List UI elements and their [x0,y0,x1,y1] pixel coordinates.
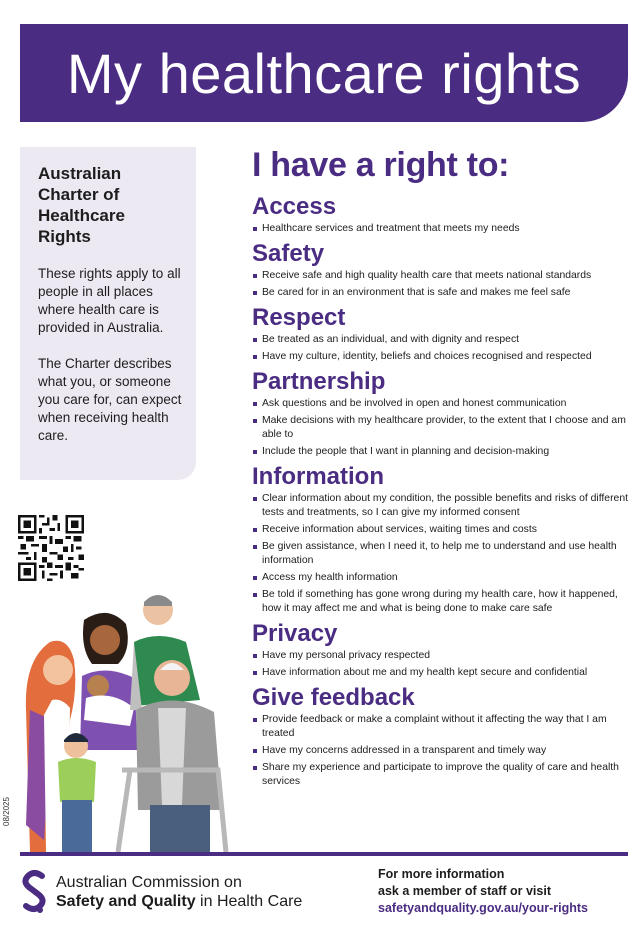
list-item: Receive safe and high quality health care that meets national standards [252,269,632,283]
section-title: Safety [252,240,325,267]
section-respect [252,304,632,364]
commission-logo-icon [20,870,48,914]
section-safety [252,240,632,300]
list-item: Clear information about my condition, the possible benefits and risks of different tests and treatments, so I can give my informed consent [252,492,632,520]
footer-info [378,866,588,917]
list-item: Provide feedback or make a complaint without it affecting the way that I am treated [252,713,632,741]
list-item: Include the people that I want in planning and decision-making [252,445,632,459]
section-title: Respect [252,304,346,331]
charter-paragraph-1: These rights apply to all people in all places where health care is provided in Australia. [38,266,181,335]
list-item: Be given assistance, when I need it, to help me to understand and use health information [252,540,632,568]
list-item: Have my culture, identity, beliefs and choices recognised and respected [252,350,632,364]
section-give-feedback [252,684,632,789]
qr-code-icon[interactable] [18,515,84,581]
charter-heading: Australian Charter of Healthcare Rights [38,164,125,246]
commission-logo [20,870,302,914]
list-item: Be cared for in an environment that is safe and makes me feel safe [252,286,632,300]
section-title: Privacy [252,620,338,647]
people-illustration [22,590,232,852]
section-information [252,463,632,616]
rights-lead-heading: I have a right to: [252,146,510,184]
org-name-bold: Safety and Quality [56,893,196,910]
section-title: Give feedback [252,684,415,711]
section-access [252,193,632,236]
footer-divider [20,852,628,856]
rights-content [252,146,632,793]
list-item: Share my experience and participate to improve the quality of care and health services [252,761,632,789]
list-item: Have my concerns addressed in a transparent and timely way [252,744,632,758]
section-title: Partnership [252,368,386,395]
list-item: Access my health information [252,571,632,585]
list-item: Make decisions with my healthcare provider, to the extent that I choose and am able to [252,414,632,442]
list-item: Healthcare services and treatment that meets my needs [252,222,632,236]
charter-info-box [20,147,196,480]
page-title: My healthcare rights [66,41,582,105]
list-item: Be told if something has gone wrong during my health care, how it happened, how it may affect me and what is being done to make care safe [252,588,632,616]
header-banner [20,24,628,122]
charter-paragraph-2: The Charter describes what you, or someone you care for, can expect when receiving health care. [38,356,182,443]
list-item: Receive information about services, waiting times and costs [252,523,632,537]
list-item: Ask questions and be involved in open and honest communication [252,397,632,411]
org-name-line2 [56,892,302,911]
list-item: Have my personal privacy respected [252,649,632,663]
info-line1: For more information [378,867,505,881]
list-item: Be treated as an individual, and with dignity and respect [252,333,632,347]
list-item: Have information about me and my health kept secure and confidential [252,666,632,680]
print-date-code: 08/2025 [2,797,11,826]
org-name-rest: in Health Care [195,893,303,910]
section-privacy [252,620,632,680]
rights-url-link[interactable]: safetyandquality.gov.au/your-rights [378,901,588,915]
org-name-line1: Australian Commission on [56,874,242,891]
section-title: Information [252,463,384,490]
section-partnership [252,368,632,459]
section-title: Access [252,193,337,220]
info-line2: ask a member of staff or visit [378,884,551,898]
